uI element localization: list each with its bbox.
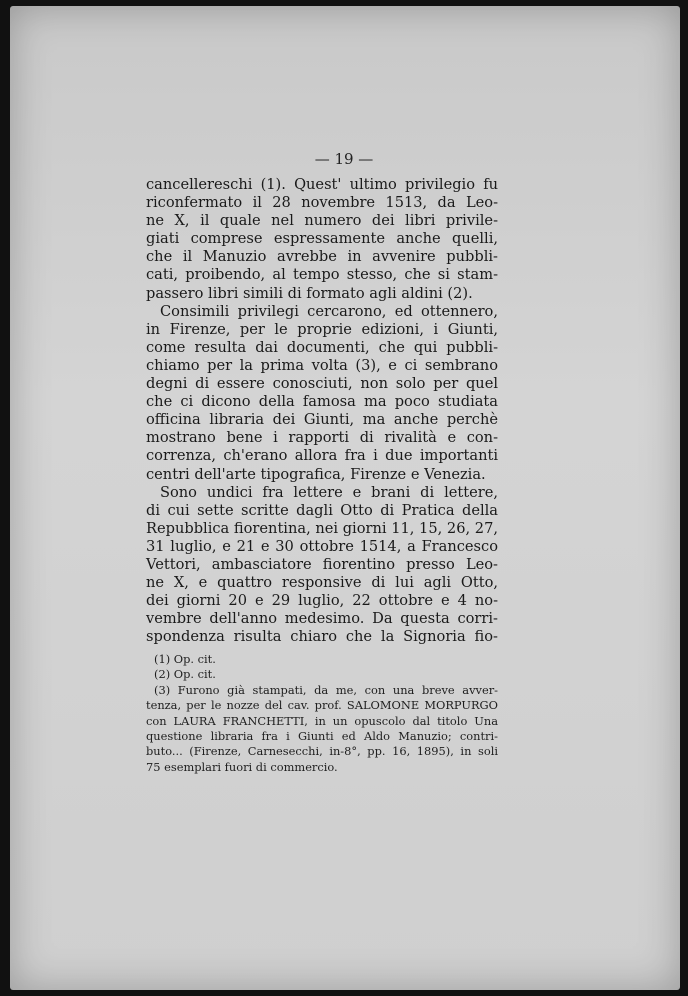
text-line: giati comprese espressamente anche quelli,	[146, 230, 498, 248]
footnote-line: (2) Op. cit.	[154, 667, 216, 682]
text-line: degni di essere conosciuti, non solo per quel	[146, 375, 498, 393]
text-line: officina libraria dei Giunti, ma anche perchè	[146, 411, 498, 429]
text-line: ne X, il quale nel numero dei libri privile-	[146, 212, 498, 230]
footnote-line: (3) Furono già stampati, da me, con una breve avver-	[154, 682, 498, 697]
footnote-line: tenza, per le nozze del cav. prof. SALOMONE MORPURGO	[146, 698, 498, 713]
text-line: passero libri simili di formato agli aldini (2).	[146, 284, 473, 302]
footnote-line: buto... (Firenze, Carnesecchi, in-8°, pp. 16, 1895), in soli	[146, 744, 498, 759]
text-line: centri dell'arte tipografica, Firenze e Venezia.	[146, 465, 486, 483]
text-line: correnza, ch'erano allora fra i due importanti	[146, 447, 498, 465]
footnote-line: questione libraria fra i Giunti ed Aldo Manuzio; contri-	[146, 729, 498, 744]
footnote-line: (1) Op. cit.	[154, 652, 216, 666]
text-line: 31 luglio, e 21 e 30 ottobre 1514, a Francesco	[146, 537, 498, 555]
text-line: di cui sette scritte dagli Otto di Pratica della	[146, 501, 498, 519]
text-line: cancellereschi (1). Quest' ultimo privilegio fu	[146, 176, 498, 193]
footnote-line: 75 esemplari fuori di commercio.	[146, 759, 338, 774]
body-text	[146, 176, 498, 646]
text-line: Sono undici fra lettere e brani di lettere,	[160, 483, 498, 501]
text-line: cati, proibendo, al tempo stesso, che si stam-	[146, 266, 498, 284]
text-line: vembre dell'anno medesimo. Da questa corri-	[146, 610, 498, 628]
page-number: — 19 —	[314, 150, 374, 168]
text-line: come resulta dai documenti, che qui pubbli-	[146, 338, 498, 356]
text-line: Vettori, ambasciatore fiorentino presso Leo-	[146, 555, 498, 573]
text-line: riconfermato il 28 novembre 1513, da Leo-	[146, 194, 498, 212]
footnote-line: con LAURA FRANCHETTI, in un opuscolo dal titolo Una	[146, 713, 498, 728]
text-line: mostrano bene i rapporti di rivalità e con-	[146, 429, 498, 447]
text-line: in Firenze, per le proprie edizioni, i Giunti,	[146, 320, 498, 338]
text-line: che il Manuzio avrebbe in avvenire pubbli-	[146, 248, 498, 266]
text-line: Repubblica fiorentina, nei giorni 11, 15, 26, 27,	[146, 519, 498, 537]
footnotes	[146, 652, 498, 775]
text-line: Consimili privilegi cercarono, ed ottennero,	[160, 302, 498, 320]
text-line: chiamo per la prima volta (3), e ci sembrano	[146, 356, 498, 374]
text-line: ne X, e quattro responsive di lui agli Otto,	[146, 574, 498, 592]
text-line: dei giorni 20 e 29 luglio, 22 ottobre e 4 no-	[146, 592, 498, 610]
text-line: che ci dicono della famosa ma poco studiata	[146, 393, 498, 411]
text-line: spondenza risulta chiaro che la Signoria fio-	[146, 628, 498, 646]
